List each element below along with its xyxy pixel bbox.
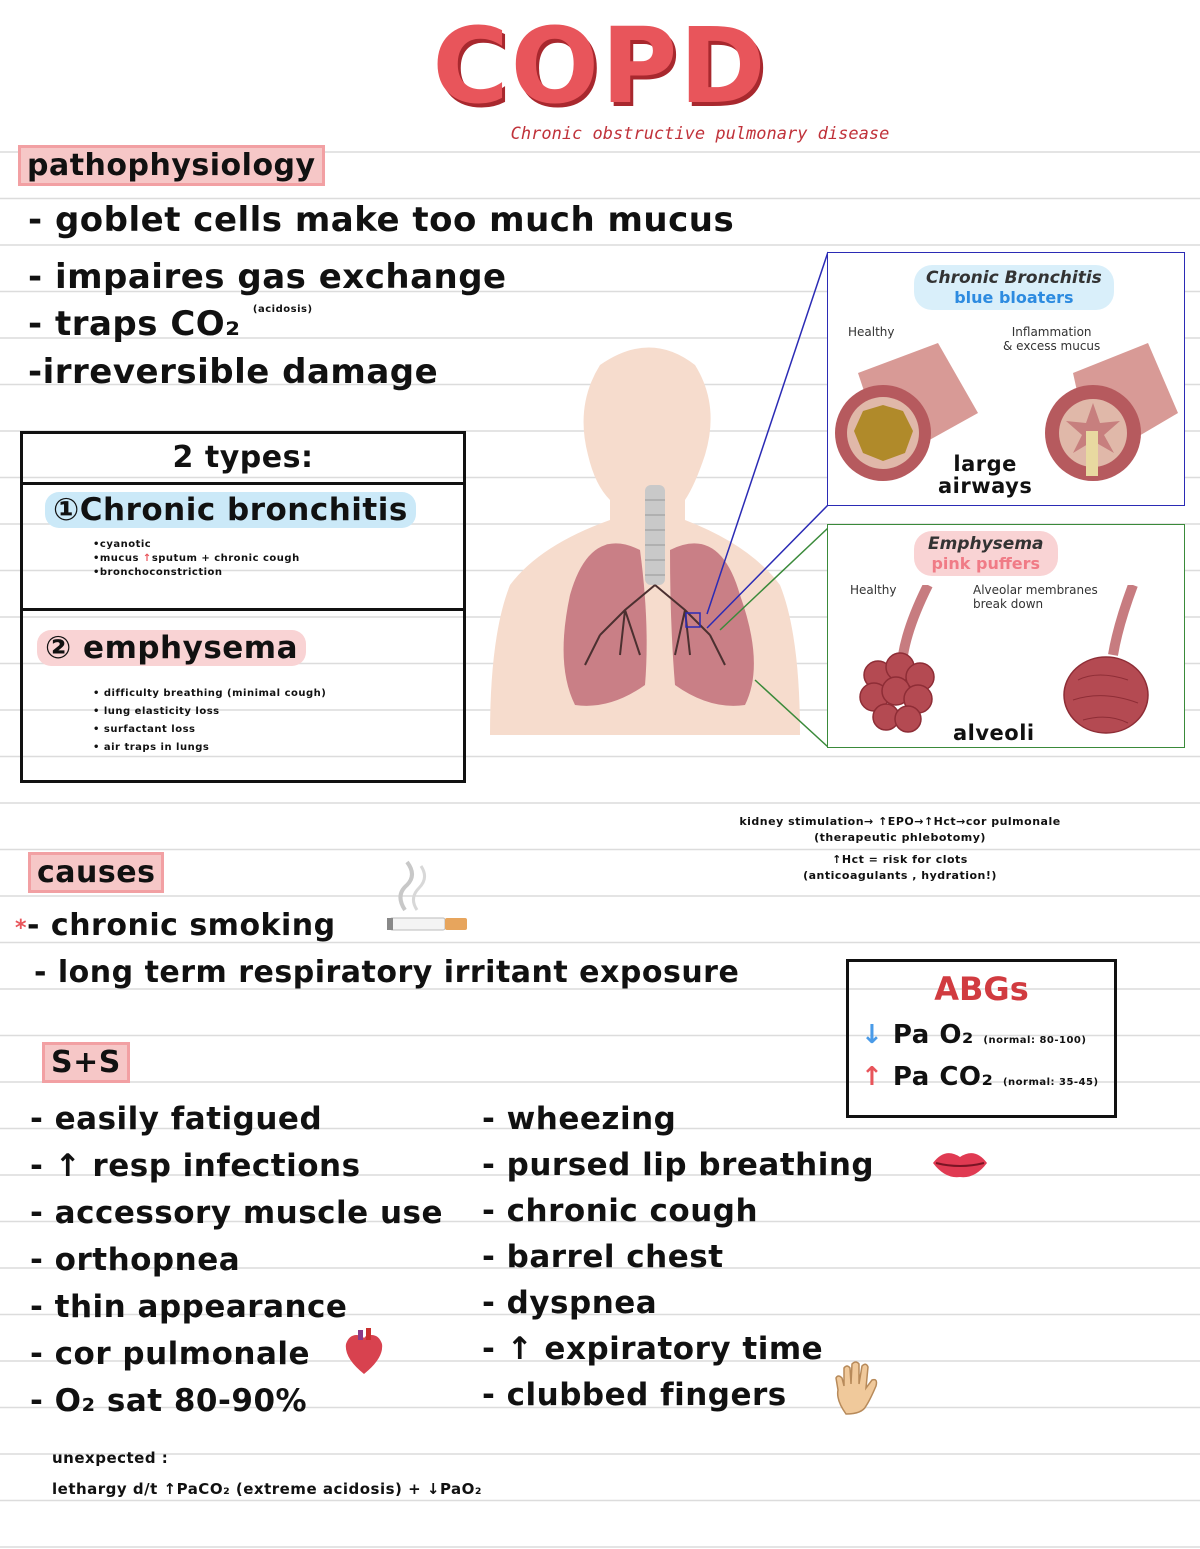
bronchitis-title-bubble: [914, 265, 1114, 310]
cause-item: *- chronic smoking: [15, 908, 336, 943]
type2-label: ② emphysema: [37, 630, 306, 666]
co2-acidosis-note: (acidosis): [252, 304, 313, 315]
sign-item: - accessory muscle use: [30, 1195, 444, 1231]
type2-bullets: • difficulty breathing (minimal cough) • lung elasticity loss • surfactant loss • air traps in lungs: [93, 688, 327, 753]
emphysema-subtitle: pink puffers: [931, 554, 1041, 573]
sign-item: - thin appearance: [30, 1289, 348, 1325]
bronchitis-title: Chronic Bronchitis: [926, 268, 1102, 288]
page-title: COPD: [432, 5, 768, 127]
callout-lines: [680, 250, 830, 750]
emphysema-title: Emphysema: [928, 534, 1044, 554]
signs-section: [42, 1045, 130, 1080]
sign-item: - cor pulmonale: [30, 1336, 311, 1372]
pathophysiology-section: [18, 148, 325, 183]
causes-heading: causes: [28, 852, 164, 893]
cigarette-icon: [385, 860, 475, 940]
causes-section: [28, 855, 164, 890]
arrow-up-icon: ↑: [861, 1062, 884, 1092]
type1-bullets: •cyanotic •mucus ↑sputum + chronic cough •bronchoconstriction: [93, 539, 300, 578]
pathophysiology-heading: pathophysiology: [18, 145, 325, 186]
sign-item: - clubbed fingers: [482, 1377, 787, 1413]
patho-item: -irreversible damage: [28, 352, 439, 392]
hand-icon: [832, 1360, 884, 1416]
patho-item: - impaires gas exchange: [28, 257, 507, 297]
bronchitis-subtitle: blue bloaters: [954, 288, 1074, 307]
kidney-note: kidney stimulation→ ↑EPO→↑Hct→cor pulmonale (therapeutic phlebotomy) ↑Hct = risk for clots (anticoagulants , hydration!): [739, 815, 1061, 882]
sign-item: - pursed lip breathing: [482, 1147, 875, 1183]
abg-row-paco2: ↑ Pa CO₂ (normal: 35-45): [861, 1062, 1099, 1092]
abgs-box: [846, 959, 1117, 1118]
sign-item: - wheezing: [482, 1101, 677, 1137]
types-heading: 2 types:: [172, 440, 314, 475]
signs-right-list: [482, 1096, 874, 1418]
sign-item: - chronic cough: [482, 1193, 759, 1229]
abg-row-pao2: ↓ Pa O₂ (normal: 80-100): [861, 1020, 1087, 1050]
unexpected-line: lethargy d/t ↑PaCO₂ (extreme acidosis) + ↓PaO₂: [52, 1480, 482, 1498]
heart-icon: [342, 1328, 386, 1376]
patho-item: - goblet cells make too much mucus: [28, 200, 735, 240]
arrow-down-icon: ↓: [861, 1020, 884, 1050]
sign-item: - easily fatigued: [30, 1101, 323, 1137]
large-airways-label: large airways: [938, 452, 1033, 498]
inflammation-label: Inflammation & excess mucus: [1003, 325, 1101, 353]
types-box: [20, 431, 466, 783]
alveoli-label: alveoli: [953, 721, 1035, 745]
sign-item: - orthopnea: [30, 1242, 241, 1278]
emphysema-title-bubble: [914, 531, 1058, 576]
type1-label: ①Chronic bronchitis: [45, 492, 416, 528]
sign-item: - dyspnea: [482, 1285, 658, 1321]
patho-item: - traps CO₂ $^{(acidosis)}$: [28, 304, 313, 344]
bronchitis-panel: [827, 252, 1185, 506]
healthy-label-2: Healthy: [850, 583, 897, 597]
sign-item: - barrel chest: [482, 1239, 724, 1275]
cause-item: - long term respiratory irritant exposure: [34, 955, 740, 990]
alveolar-label: Alveolar membranes break down: [973, 583, 1098, 611]
healthy-label: Healthy: [848, 325, 895, 339]
emphysema-panel: [827, 524, 1185, 748]
unexpected-section: [52, 1443, 482, 1505]
sign-item: - ↑ resp infections: [30, 1148, 361, 1184]
signs-heading: S+S: [42, 1042, 130, 1083]
sign-item: - ↑ expiratory time: [482, 1331, 824, 1367]
sign-item: - O₂ sat 80-90%: [30, 1383, 308, 1419]
star-marker: *: [15, 916, 28, 941]
unexpected-heading: unexpected :: [52, 1449, 169, 1467]
lips-icon: [930, 1143, 990, 1183]
page-subtitle: Chronic obstructive pulmonary disease: [510, 124, 890, 144]
abgs-heading: ABGs: [934, 970, 1029, 1008]
